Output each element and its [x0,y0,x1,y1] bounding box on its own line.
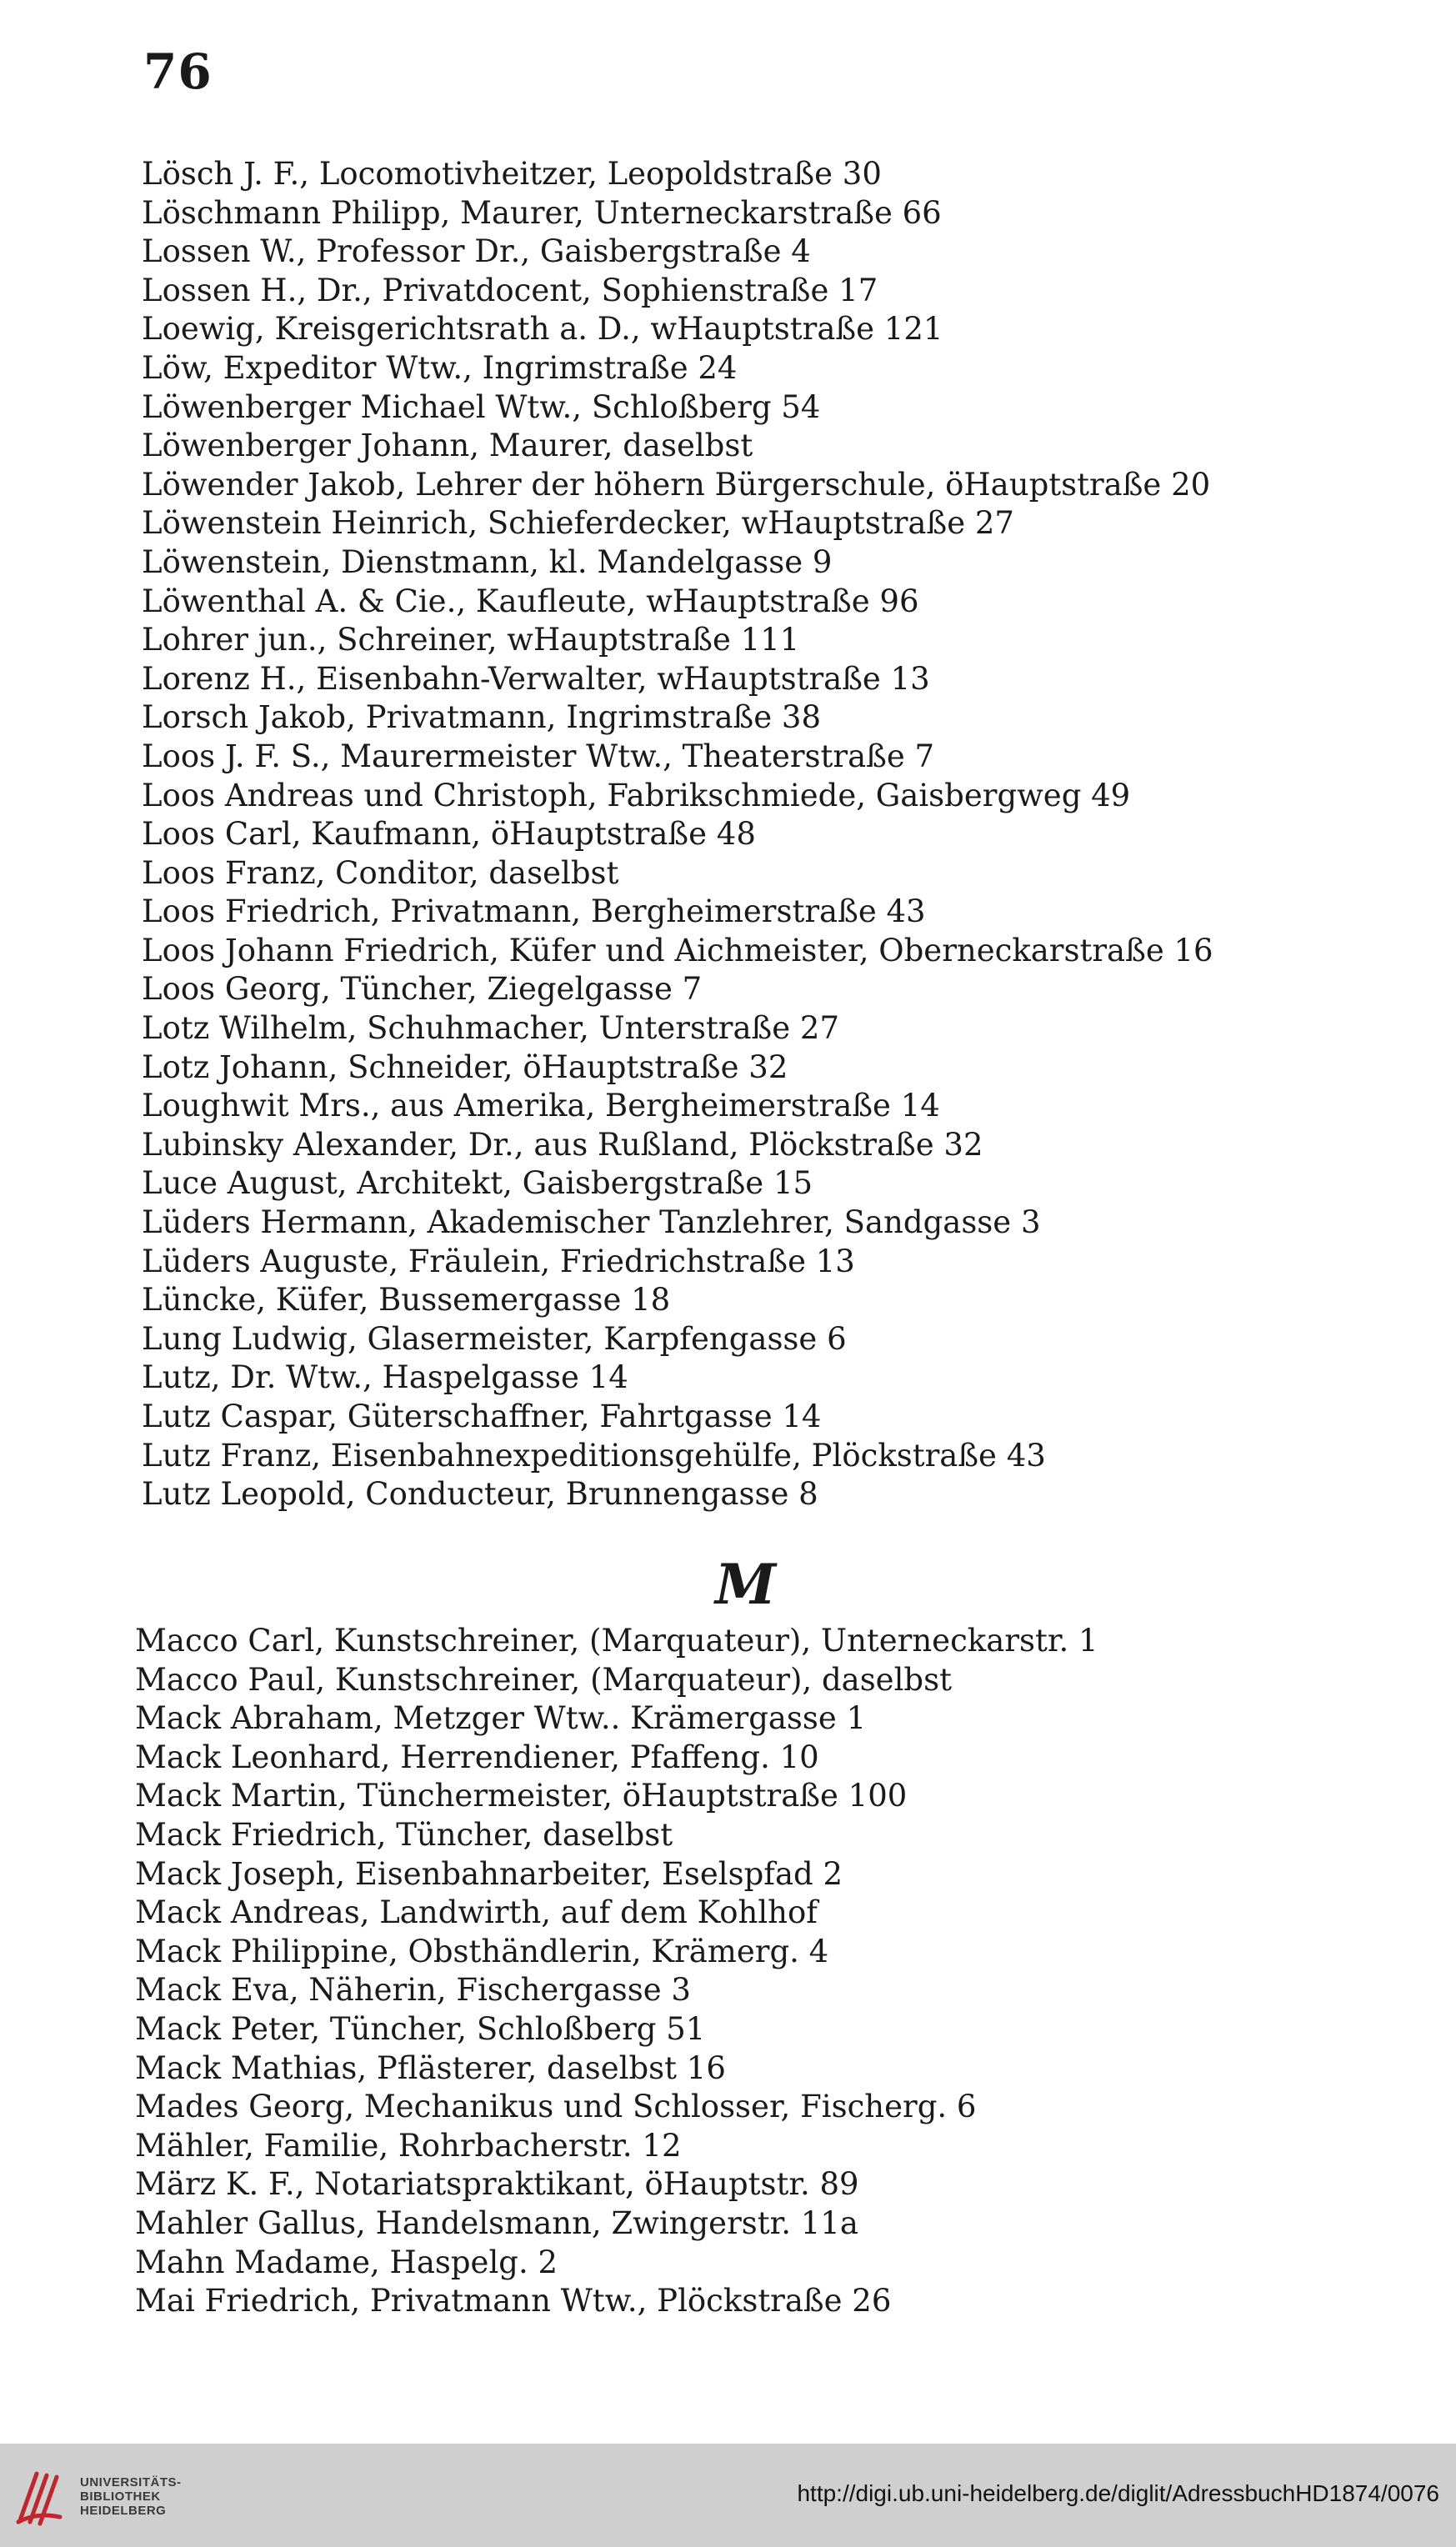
directory-entry: Löwenthal A. & Cie., Kaufleute, wHauptstraße 96 [142,583,919,619]
directory-entry: Loos Friedrich, Privatmann, Bergheimerstraße 43 [142,893,926,930]
directory-entry: Macco Paul, Kunstschreiner, (Marquateur), daselbst [135,1661,952,1698]
directory-entry: Macco Carl, Kunstschreiner, (Marquateur), Unterneckarstr. 1 [135,1623,1098,1659]
library-name-line: BIBLIOTHEK [80,2489,161,2504]
directory-entry: Mack Philippine, Obsthändlerin, Krämerg. 4 [135,1933,829,1969]
directory-entry: Mack Eva, Näherin, Fischergasse 3 [135,1972,691,2009]
directory-entry: März K. F., Notariatspraktikant, öHauptstr. 89 [135,2166,859,2203]
directory-entry: Mack Martin, Tünchermeister, öHauptstraße 100 [135,1778,908,1814]
directory-entry: Löw, Expeditor Wtw., Ingrimstraße 24 [142,349,738,386]
directory-entry: Lorenz H., Eisenbahn-Verwalter, wHauptstraße 13 [142,660,930,697]
source-url-link[interactable]: http://digi.ub.uni-heidelberg.de/diglit/AdressbuchHD1874/0076 [797,2480,1439,2506]
directory-entry: Mahler Gallus, Handelsmann, Zwingerstr. 11a [135,2204,858,2241]
directory-entry: Loos Johann Friedrich, Küfer und Aichmeister, Oberneckarstraße 16 [142,932,1213,968]
page-number: 76 [143,43,213,100]
directory-entry: Loughwit Mrs., aus Amerika, Bergheimerstraße 14 [142,1088,940,1124]
entries-list-m [135,1622,1343,2321]
directory-entry: Loewig, Kreisgerichtsrath a. D., wHauptstraße 121 [142,311,943,348]
directory-entry: Lossen W., Professor Dr., Gaisbergstraße 4 [142,233,811,270]
directory-entry: Lutz Franz, Eisenbahnexpeditionsgehülfe, Plöckstraße 43 [142,1437,1046,1474]
directory-entry: Lüders Hermann, Akademischer Tanzlehrer, Sandgasse 3 [142,1204,1041,1241]
entries-list-l [142,155,1350,1514]
footer-bar [0,2444,1456,2547]
directory-entry: Lorsch Jakob, Privatmann, Ingrimstraße 38 [142,699,821,736]
directory-entry: Mack Leonhard, Herrendiener, Pfaffeng. 10 [135,1739,819,1775]
directory-entry: Löwenstein, Dienstmann, kl. Mandelgasse 9 [142,543,833,580]
directory-entry: Loos Georg, Tüncher, Ziegelgasse 7 [142,971,703,1008]
directory-entry: Loos Carl, Kaufmann, öHauptstraße 48 [142,816,756,853]
directory-entry: Mades Georg, Mechanikus und Schlosser, Fischerg. 6 [135,2089,977,2125]
directory-entry: Mähler, Familie, Rohrbacherstr. 12 [135,2127,682,2164]
directory-entry: Löwender Jakob, Lehrer der höhern Bürgerschule, öHauptstraße 20 [142,466,1211,503]
directory-entry: Mai Friedrich, Privatmann Wtw., Plöckstraße 26 [135,2283,892,2319]
directory-entry: Lotz Johann, Schneider, öHauptstraße 32 [142,1048,788,1085]
directory-entry: Lotz Wilhelm, Schuhmacher, Unterstraße 27 [142,1010,839,1047]
directory-entry: Lohrer jun., Schreiner, wHauptstraße 111 [142,622,800,658]
directory-entry: Loos J. F. S., Maurermeister Wtw., Theaterstraße 7 [142,738,935,774]
directory-entry: Mack Mathias, Pflästerer, daselbst 16 [135,2049,726,2086]
library-name-line: UNIVERSITÄTS- [80,2475,182,2489]
directory-entry: Lüders Auguste, Fräulein, Friedrichstraße 13 [142,1243,855,1279]
directory-entry: Luce August, Architekt, Gaisbergstraße 15 [142,1165,813,1202]
directory-entry: Löschmann Philipp, Maurer, Unterneckarstraße 66 [142,194,942,231]
directory-entry: Mahn Madame, Haspelg. 2 [135,2244,558,2280]
university-library-logo-icon [12,2462,70,2532]
directory-entry: Lüncke, Küfer, Bussemergasse 18 [142,1282,671,1319]
directory-entry: Mack Joseph, Eisenbahnarbeiter, Eselspfad 2 [135,1855,843,1892]
directory-entry: Lossen H., Dr., Privatdocent, Sophienstraße 17 [142,272,878,308]
directory-entry: Lubinsky Alexander, Dr., aus Rußland, Plöckstraße 32 [142,1126,983,1163]
directory-entry: Mack Peter, Tüncher, Schloßberg 51 [135,2010,706,2047]
directory-entry: Mack Andreas, Landwirth, auf dem Kohlhof [135,1894,818,1931]
directory-entry: Löwenberger Michael Wtw., Schloßberg 54 [142,388,821,425]
section-heading-m: M [715,1552,777,1617]
directory-entry: Loos Andreas und Christoph, Fabrikschmiede, Gaisbergweg 49 [142,777,1131,813]
directory-entry: Lutz, Dr. Wtw., Haspelgasse 14 [142,1359,628,1396]
directory-entry: Löwenberger Johann, Maurer, daselbst [142,428,753,464]
directory-entry: Mack Abraham, Metzger Wtw.. Krämergasse 1 [135,1700,867,1737]
directory-entry: Lutz Leopold, Conducteur, Brunnengasse 8 [142,1476,818,1513]
directory-entry: Loos Franz, Conditor, daselbst [142,854,619,891]
directory-entry: Mack Friedrich, Tüncher, daselbst [135,1816,673,1853]
directory-entry: Lösch J. F., Locomotivheitzer, Leopoldstraße 30 [142,156,882,192]
directory-entry: Lung Ludwig, Glasermeister, Karpfengasse 6 [142,1320,847,1357]
library-name [80,2475,182,2518]
directory-entry: Lutz Caspar, Güterschaffner, Fahrtgasse 14 [142,1399,822,1434]
directory-entry: Löwenstein Heinrich, Schieferdecker, wHauptstraße 27 [142,505,1014,542]
library-name-line: HEIDELBERG [80,2504,167,2518]
